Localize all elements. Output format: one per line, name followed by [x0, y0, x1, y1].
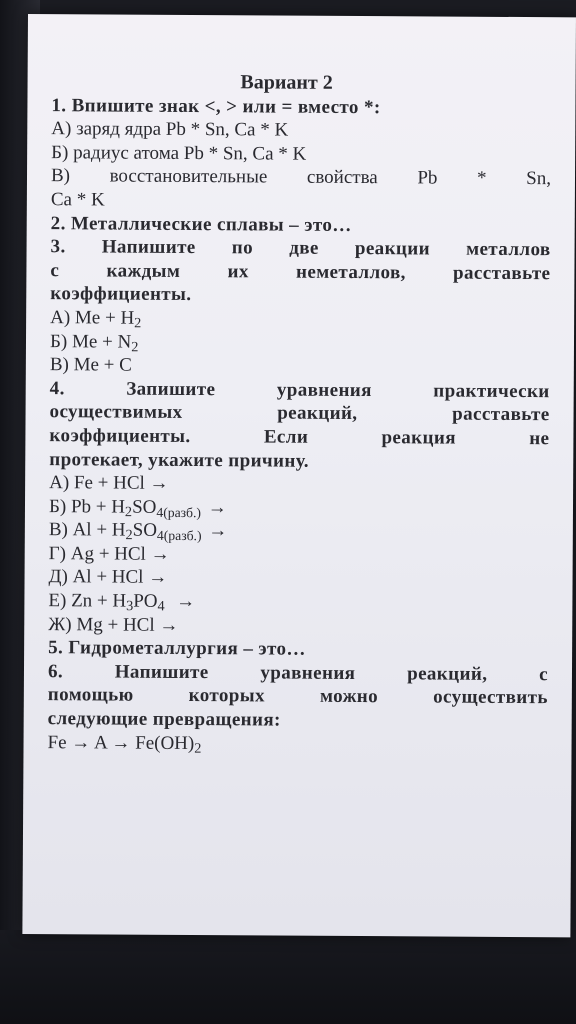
question-6-line3: следующие превращения:	[47, 708, 281, 731]
question-4-item-f: Е) $Zn + H_3PO_4$ →	[48, 590, 196, 615]
question-1-item-b: Б) радиус атома Pb * Sn, Ca * K	[51, 141, 307, 165]
variant-title: Вариант 2	[240, 71, 333, 94]
question-1-item-c-line2: Ca * K	[50, 189, 105, 211]
question-4-item-e: Д) Al + HCl →	[48, 566, 168, 589]
question-4-item-b: Б) $Pb + H_2SO_{4(разб.)}$ →	[48, 495, 227, 520]
worksheet-content	[47, 70, 551, 757]
question-4-item-g: Ж) Mg + HCl →	[48, 613, 179, 636]
question-1-item-a: А) заряд ядра Pb * Sn, Ca * K	[51, 118, 289, 141]
question-3-line3: коэффициенты.	[50, 283, 192, 306]
background-bottom	[0, 930, 576, 1024]
question-4-line2: осуществимых реакций, расставьте	[49, 401, 550, 426]
paper-sheet	[22, 14, 576, 937]
question-5-heading: 5. Гидрометаллургия – это…	[48, 637, 306, 660]
question-3-item-b: Б) $Me + N_2$	[49, 330, 139, 355]
question-4-item-d: Г) Ag + HCl →	[48, 543, 170, 565]
question-6-line2: помощью которых можно осуществить	[47, 684, 548, 709]
question-3-item-a: А) $Me + H_2$	[50, 307, 142, 332]
question-1-heading: 1. Впишите знак <, > или = вместо *:	[51, 94, 381, 118]
question-4-item-c: В) $Al + H_2SO_{4(разб.)}$ →	[48, 519, 228, 544]
question-3-item-c: В) Me + C	[49, 354, 132, 376]
question-4-line1: 4. Запишите уравнения практически	[49, 377, 550, 402]
question-2-heading: 2. Металлические сплавы – это…	[50, 212, 352, 236]
question-6-line1: 6. Напишите уравнения реакций, с	[47, 660, 549, 686]
question-6-chain: $Fe \to A \to Fe(OH)_2$	[47, 731, 202, 757]
question-3-line2: с каждым их неметаллов, расставьте	[50, 259, 551, 284]
question-1-item-c-line1: В) восстановительные свойства Pb * Sn,	[50, 165, 552, 190]
question-4-line3: коэффициенты. Если реакция не	[49, 425, 550, 450]
question-4-item-a: А) Fe + HCl →	[49, 472, 169, 494]
question-3-line1: 3. Напишите по две реакции металлов	[50, 236, 551, 261]
question-4-line4: протекает, укажите причину.	[49, 448, 309, 472]
